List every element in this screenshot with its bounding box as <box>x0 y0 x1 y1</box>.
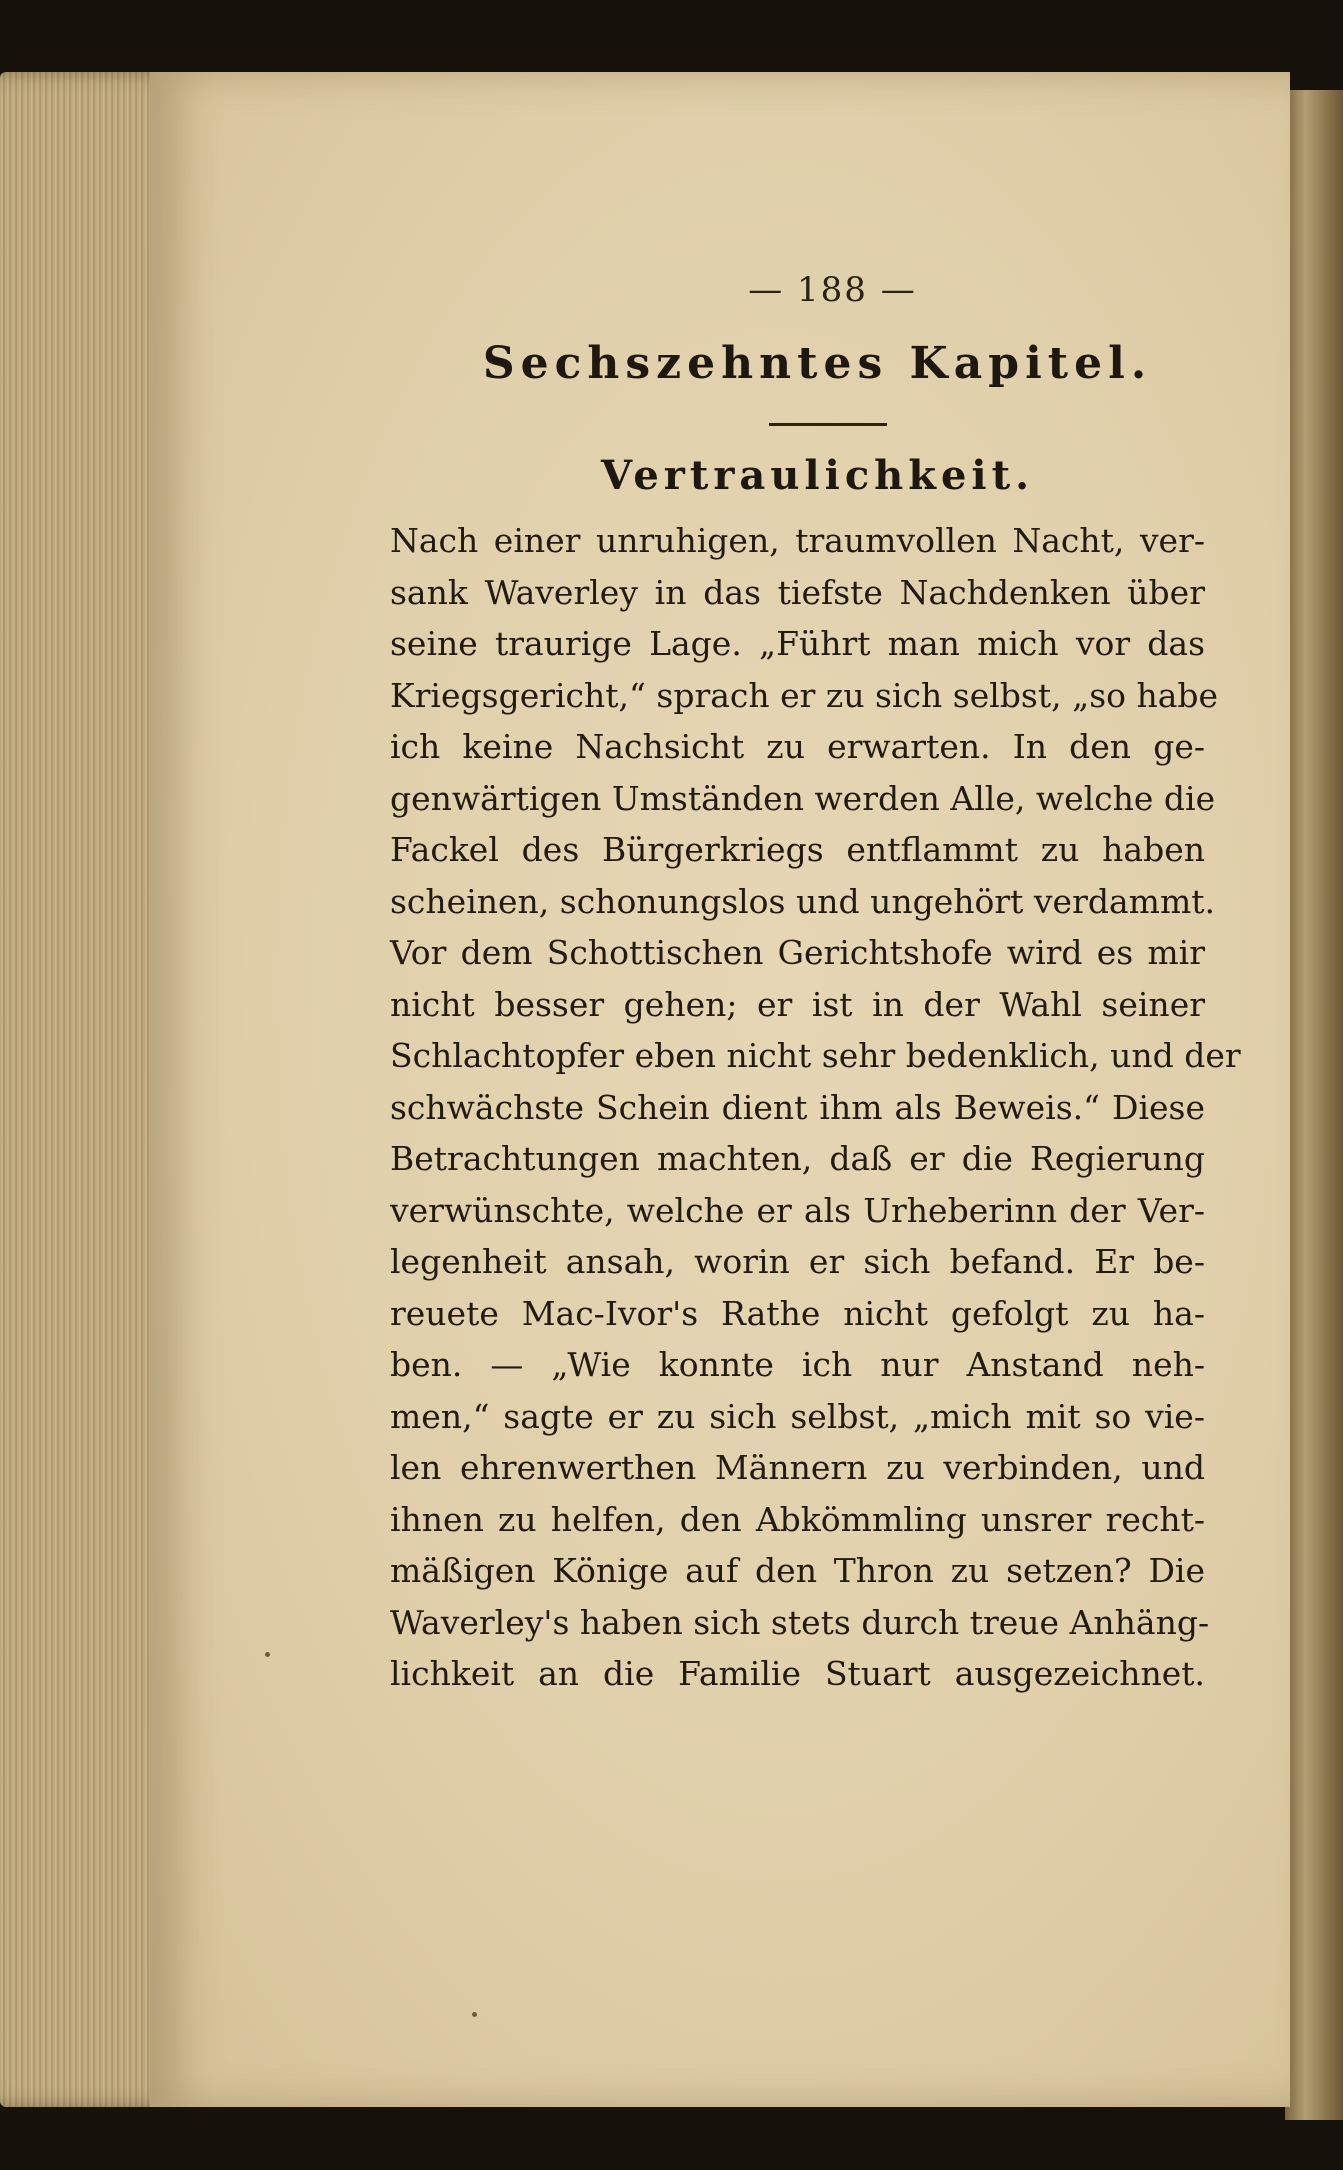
paper-fleck <box>265 1652 270 1657</box>
right-page-edge <box>1285 90 1343 2120</box>
text-line: seine traurige Lage. „Führt man mich vor das <box>390 624 1205 663</box>
chapter-subtitle: Vertraulichkeit. <box>600 452 1035 499</box>
text-line: ich keine Nachsicht zu erwarten. In den ge- <box>390 727 1205 766</box>
text-line: verwünschte, welche er als Urheberinn der Ver- <box>390 1190 1205 1230</box>
body-text <box>390 515 1241 1700</box>
text-line: scheinen, schonungslos und ungehört verdammt. <box>390 881 1215 921</box>
text-line: Fackel des Bürgerkriegs entflammt zu haben <box>390 830 1205 869</box>
text-line: ihnen zu helfen, den Abkömmling unsrer recht- <box>390 1499 1205 1539</box>
text-line: Nach einer unruhigen, traumvollen Nacht, ver- <box>390 521 1205 560</box>
text-line: legenheit ansah, worin er sich befand. Er be- <box>390 1242 1205 1281</box>
page-number: — 188 — <box>748 270 917 310</box>
text-line: sank Waverley in das tiefste Nachdenken über <box>390 572 1205 612</box>
page-content <box>390 270 1241 1700</box>
paper-fleck <box>472 2012 477 2017</box>
text-line: Vor dem Schottischen Gerichtshofe wird es mir <box>390 933 1205 972</box>
text-line: ben. — „Wie konnte ich nur Anstand neh- <box>390 1345 1205 1384</box>
text-line: mäßigen Könige auf den Thron zu setzen? Die <box>390 1551 1205 1590</box>
text-line: Kriegsgericht,“ sprach er zu sich selbst, „so habe <box>390 675 1219 715</box>
text-line: genwärtigen Umständen werden Alle, welche die <box>390 778 1216 818</box>
text-line: Waverley's haben sich stets durch treue Anhäng- <box>390 1602 1210 1642</box>
title-rule <box>769 423 887 426</box>
text-line: len ehrenwerthen Männern zu verbinden, und <box>390 1448 1205 1487</box>
text-line: schwächste Schein dient ihm als Beweis.“ Diese <box>390 1087 1205 1127</box>
text-line: lichkeit an die Familie Stuart ausgezeichnet. <box>390 1654 1205 1693</box>
text-line: reuete Mac-Ivor's Rathe nicht gefolgt zu ha- <box>390 1293 1205 1333</box>
text-line: Schlachtopfer eben nicht sehr bedenklich, und der <box>390 1036 1241 1075</box>
text-line: Betrachtungen machten, daß er die Regierung <box>390 1139 1205 1178</box>
text-line: nicht besser gehen; er ist in der Wahl seiner <box>390 984 1205 1024</box>
chapter-title: Sechszehntes Kapitel. <box>482 338 1153 389</box>
text-line: men,“ sagte er zu sich selbst, „mich mit so vie- <box>390 1396 1205 1436</box>
